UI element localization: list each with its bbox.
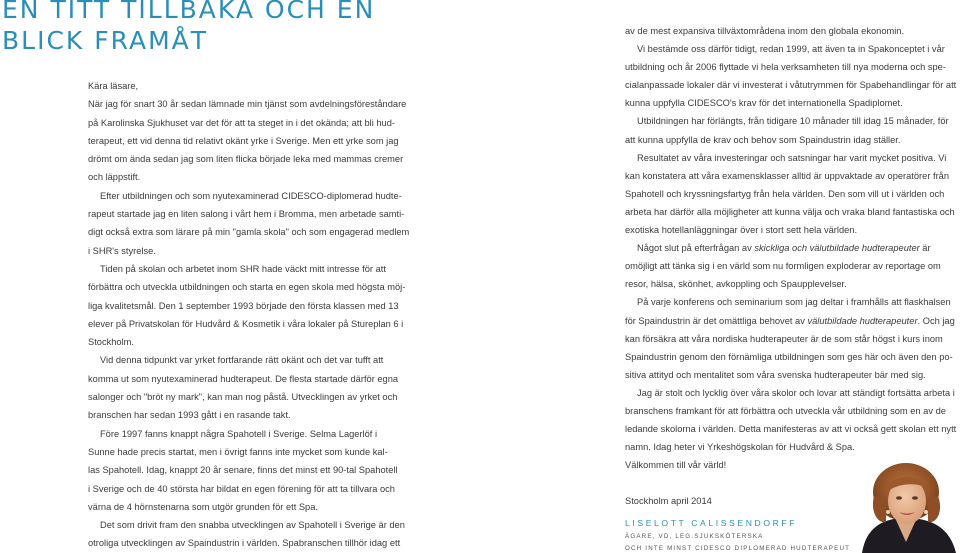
text-line bbox=[625, 239, 960, 257]
text-line: elever på Privatskolan för Hudvård & Kosmetik i våra lokaler på Stureplan 6 i bbox=[88, 318, 404, 329]
text-line: salonger och "bröt ny mark", kan man nog påstå. Utvecklingen av yrket och bbox=[88, 392, 398, 403]
right-column bbox=[625, 22, 960, 510]
text-line: sitiva attityd och mentalitet som våra svenska hudterapeuter bär med sig. bbox=[625, 369, 926, 380]
text-line: Det som drivit fram den snabba utvecklingen av Spahotell i Sverige är den bbox=[100, 520, 405, 531]
portrait-illustration bbox=[852, 462, 960, 553]
text-line: arbeta har därför alla möjligheter att kunna välja och vraka bland fantastiska och bbox=[625, 206, 955, 217]
text-line: på Karolinska Sjukhuset var det för att ta steget in i det okända; att bli hud- bbox=[88, 117, 395, 128]
text-line: Vi bestämde oss därför tidigt, redan 1999, att även ta in Spakonceptet i vår bbox=[637, 44, 945, 55]
closing-line: Stockholm april 2014 bbox=[625, 496, 712, 507]
text-segment: Något slut på efterfrågan av bbox=[637, 243, 755, 254]
article-title bbox=[2, 0, 375, 56]
text-line: liga kvalitetsmål. Den 1 september 1993 började den första klassen med 13 bbox=[88, 300, 399, 311]
text-segment: är bbox=[919, 243, 931, 254]
signature-role: ÄGARE, VD, LEG.SJUKSKÖTERSKA bbox=[625, 533, 764, 540]
text-line: Före 1997 fanns knappt några Spahotell i Sverige. Selma Lagerlöf i bbox=[100, 428, 378, 439]
text-line: omöjligt att tänka sig i en värld som nu formligen exploderar av reportage om bbox=[625, 261, 941, 272]
text-line: Stockholm. bbox=[88, 337, 134, 348]
emphasis-text: välutbildade hudterapeuter bbox=[807, 315, 918, 326]
text-line: cialanpassade lokaler där vi investerat i våtutrymmen för Spabehandlingar för att bbox=[625, 80, 957, 91]
text-line: komma ut som nyutexaminerad hudterapeut. De flesta startade därför egna bbox=[88, 373, 399, 384]
text-line: exotiska hotellanläggningar över i stort sett hela världen. bbox=[625, 225, 858, 236]
emphasis-text: skickliga och välutbildade hudterapeuter bbox=[754, 243, 920, 254]
text-line: rapeut startade jag en liten salong i vårt hem i Bromma, men arbetade samti- bbox=[88, 209, 405, 220]
title-line-1: EN TITT TILLBAKA OCH EN bbox=[2, 0, 376, 24]
text-line: Välkommen till vår värld! bbox=[625, 460, 727, 471]
text-line: att kunna uppfylla de krav och behov som Spaindustrin idag ställer. bbox=[625, 134, 901, 145]
text-line: utbildning och år 2006 flyttade vi hela verksamheten till nya moderna och spe- bbox=[625, 62, 946, 73]
text-line: namn. Idag heter vi Yrkeshögskolan för Hudvård & Spa. bbox=[625, 442, 855, 453]
portrait-photo bbox=[852, 462, 960, 553]
text-line: resor, hälsa, skönhet, avkoppling och Spaupplevelser. bbox=[625, 279, 847, 290]
text-line: i Sverige och de 40 största har bildat en egen förening för att ta tillvara och bbox=[88, 483, 395, 494]
text-line: Efter utbildningen och som nyutexaminerad CIDESCO-diplomerad hudte- bbox=[100, 190, 402, 201]
title-line-2: BLICK FRAMÅT bbox=[2, 26, 209, 55]
text-line bbox=[625, 312, 960, 330]
text-line: Spahotell och kryssningsfartyg från hela världen. Den som vill ut i världen och bbox=[625, 188, 945, 199]
text-line: kan konstatera att våra examensklasser alltid är uppvaktade av operatörer från bbox=[625, 170, 950, 181]
text-line: Vid denna tidpunkt var yrket fortfarande rätt okänt och det var tufft att bbox=[100, 355, 384, 366]
text-line: kan försäkra att våra nordiska hudterapeuter är de som står högst i kurs inom bbox=[625, 333, 943, 344]
signature-description: OCH INTE MINST CIDESCO DIPLOMERAD HUDTERAPEUT bbox=[625, 545, 851, 552]
text-line: branschen har sedan 1993 gått i en rasande takt. bbox=[88, 410, 291, 421]
text-line: ledande skolorna i världen. Detta manifesteras av att vi också gett skolan ett nytt bbox=[625, 424, 957, 435]
text-line: Kära läsare, bbox=[88, 81, 139, 91]
text-line: branschens framkant för att förbättra och utveckla vår utbildning som en av de bbox=[625, 405, 946, 416]
text-line: terapeut, ett vid denna tid relativt okänt yrke i Sverige. Men ett yrke som jag bbox=[88, 135, 399, 146]
text-segment: . Och jag bbox=[917, 315, 955, 326]
text-line: digt också extra som lärare på min "gamla skola" och som engagerad medlem bbox=[88, 227, 410, 238]
text-line: Utbildningen har förlängts, från tidigare 10 månader till idag 15 månader, för bbox=[637, 116, 949, 127]
text-line: förbättra och utveckla utbildningen och starta en egen skola med högsta möj- bbox=[88, 282, 406, 293]
text-line: kunna uppfylla CIDESCO's krav för det internationella Spadiplomet. bbox=[625, 98, 903, 109]
text-line: drömt om ända sedan jag som liten flicka började leka med mammas cremer bbox=[88, 154, 404, 165]
text-line: i SHR's styrelse. bbox=[88, 245, 156, 256]
text-segment: för Spaindustrin är det omättliga behovet av bbox=[625, 315, 808, 326]
text-line: När jag för snart 30 år sedan lämnade min tjänst som avdelningsföreståndare bbox=[88, 99, 407, 110]
left-column bbox=[88, 77, 418, 553]
text-line: av de mest expansiva tillväxtområdena inom den globala ekonomin. bbox=[625, 26, 905, 36]
text-line: Tiden på skolan och arbetet inom SHR hade väckt mitt intresse för att bbox=[100, 263, 386, 274]
text-line: värna de 4 hörnstenarna som utgör grunden för ett Spa. bbox=[88, 501, 318, 512]
text-line: Resultatet av våra investeringar och satsningar har varit mycket positiva. Vi bbox=[637, 152, 947, 163]
signature-name: LISELOTT CALISSENDORFF bbox=[625, 518, 798, 528]
text-line: Sunne hade precis startat, men i övrigt fanns inte mycket som kunde kal- bbox=[88, 446, 388, 457]
text-line: las Spahotell. Idag, knappt 20 år senare, finns det minst ett 90-tal Spahotell bbox=[88, 465, 398, 476]
text-line: Jag är stolt och lycklig över våra skolor och lovar att ständigt fortsätta arbeta i bbox=[637, 387, 955, 398]
text-line: otroliga utvecklingen av Spaindustrin i världen. Spabranschen tillhör idag ett bbox=[88, 538, 401, 549]
text-line: På varje konferens och seminarium som jag deltar i framhålls att flaskhalsen bbox=[637, 297, 951, 308]
text-line: Spaindustrin genom den förnämliga utbildningen som ges här och även den po- bbox=[625, 351, 953, 362]
text-line: och läppstift. bbox=[88, 172, 141, 183]
